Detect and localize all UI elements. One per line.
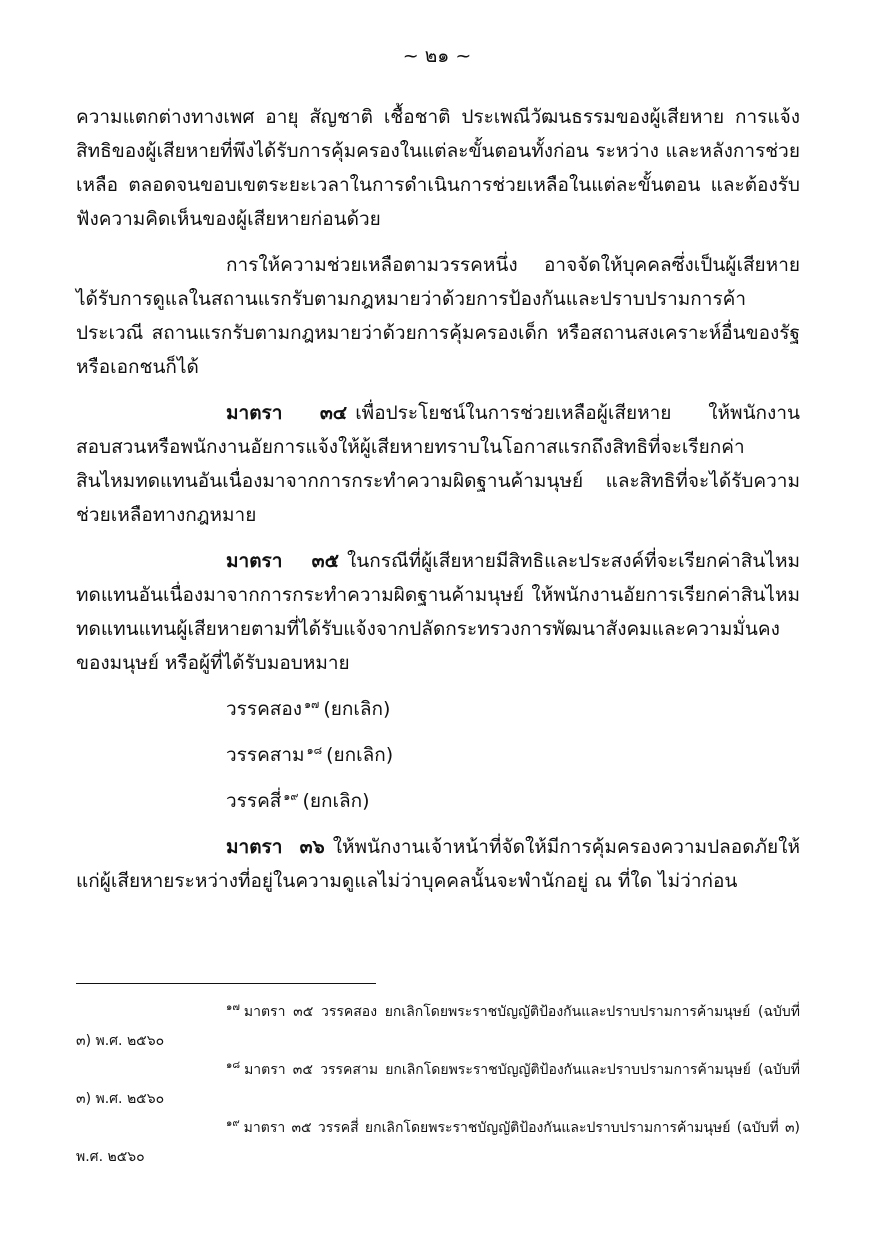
footnote-divider <box>76 983 376 984</box>
footnote-19 <box>76 1114 800 1172</box>
repealed-status: (ยกเลิก) <box>326 744 394 766</box>
footnote-number: ๑๘ <box>226 1060 241 1072</box>
repealed-label: วรรคสี่ <box>226 790 282 812</box>
repealed-status: (ยกเลิก) <box>302 790 370 812</box>
document-body <box>76 100 800 910</box>
page-number: ~ ๒๑ ~ <box>402 45 472 67</box>
paragraph-assistance: การให้ความช่วยเหลือตามวรรคหนึ่ง อาจจัดให้บุคคลซึ่งเป็นผู้เสียหายได้รับการดูแลในสถานแรกรับตามกฎหมายว่าด้วยการป้องกันและปราบปรามการค้าประเวณี สถานแรกรับตามกฎหมายว่าด้วยการคุ้มครองเด็ก หรือสถานสงเคราะห์อื่นของรัฐหรือเอกชนก็ได้ <box>76 254 800 378</box>
repealed-label: วรรคสาม <box>226 744 305 766</box>
footnote-text: มาตรา ๓๕ วรรคสอง ยกเลิกโดยพระราชบัญญัติป้องกันและปราบปรามการค้ามนุษย์ (ฉบับที่ ๓) พ.ศ. ๒๕๖๐ <box>76 1004 800 1049</box>
footnote-reference[interactable]: ๑๘ <box>306 743 323 757</box>
footnote-17 <box>76 998 800 1056</box>
section-36 <box>76 830 800 898</box>
footnote-number: ๑๙ <box>226 1118 240 1130</box>
footnote-18 <box>76 1056 800 1114</box>
footnote-reference[interactable]: ๑๗ <box>304 697 320 711</box>
section-35-label: มาตรา ๓๕ <box>226 550 340 572</box>
section-34-label: มาตรา ๓๔ <box>226 402 348 424</box>
paragraph-continuation: ความแตกต่างทางเพศ อายุ สัญชาติ เชื้อชาติ ประเพณีวัฒนธรรมของผู้เสียหาย การแจ้งสิทธิของผู้เสียหายที่พึงได้รับการคุ้มครองในแต่ละขั้นตอนทั้งก่อน ระหว่าง และหลังการช่วยเหลือ ตลอดจนขอบเขตระยะเวลาในการดำเนินการช่วยเหลือในแต่ละขั้นตอน และต้องรับฟังความคิดเห็นของผู้เสียหายก่อนด้วย <box>76 106 800 230</box>
footnote-text: มาตรา ๓๕ วรรคสี่ ยกเลิกโดยพระราชบัญญัติป้องกันและปราบปรามการค้ามนุษย์ (ฉบับที่ ๓) พ.ศ. ๒๕๖๐ <box>76 1120 800 1165</box>
section-35-text: ในกรณีที่ผู้เสียหายมีสิทธิและประสงค์ที่จะเรียกค่าสินไหมทดแทนอันเนื่องมาจากการกระทำความผิดฐานค้ามนุษย์ ให้พนักงานอัยการเรียกค่าสินไหมทดแทนแทนผู้เสียหายตามที่ได้รับแจ้งจากปลัดกระทรวงการพัฒนาสังคมและความมั่นคงของมนุษย์ หรือผู้ที่ได้รับมอบหมาย <box>76 550 800 674</box>
repealed-paragraph-3 <box>226 738 800 772</box>
footnote-reference[interactable]: ๑๙ <box>283 789 299 803</box>
section-34-text: เพื่อประโยชน์ในการช่วยเหลือผู้เสียหาย ให้พนักงานสอบสวนหรือพนักงานอัยการแจ้งให้ผู้เสียหายทราบในโอกาสแรกถึงสิทธิที่จะเรียกค่าสินไหมทดแทนอันเนื่องมาจากการกระทำความผิดฐานค้ามนุษย์ และสิทธิที่จะได้รับความช่วยเหลือทางกฎหมาย <box>76 402 800 526</box>
repealed-status: (ยกเลิก) <box>323 698 391 720</box>
footnote-text: มาตรา ๓๕ วรรคสาม ยกเลิกโดยพระราชบัญญัติป้องกันและปราบปรามการค้ามนุษย์ (ฉบับที่ ๓) พ.ศ. ๒๕๖๐ <box>76 1062 800 1107</box>
section-36-text: ให้พนักงานเจ้าหน้าที่จัดให้มีการคุ้มครองความปลอดภัยให้แก่ผู้เสียหายระหว่างที่อยู่ในความดูแลไม่ว่าบุคคลนั้นจะพำนักอยู่ ณ ที่ใด ไม่ว่าก่อน <box>76 836 800 892</box>
section-35 <box>76 544 800 680</box>
footnote-number: ๑๗ <box>226 1002 240 1014</box>
repealed-paragraph-2 <box>226 692 800 726</box>
footnotes <box>76 998 800 1172</box>
section-34 <box>76 396 800 532</box>
section-36-label: มาตรา ๓๖ <box>226 836 325 858</box>
repealed-paragraph-4 <box>226 784 800 818</box>
repealed-label: วรรคสอง <box>226 698 303 720</box>
